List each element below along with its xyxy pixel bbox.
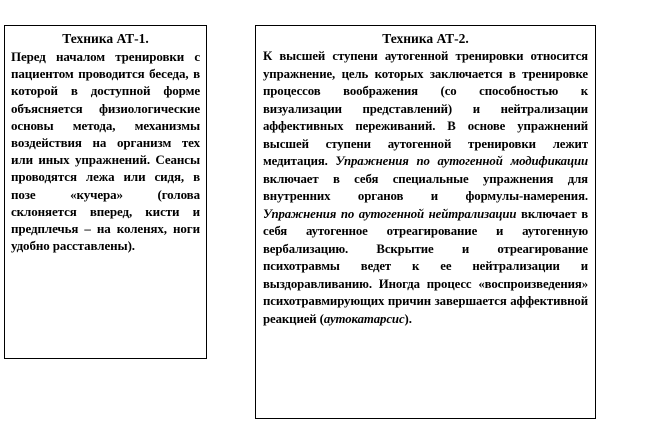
at2-italic-neutralization: Упражнения по аутогенной нейтрализации — [263, 206, 517, 221]
technique-at1-text: Перед началом тренировки с пациентом проводится беседа, в которой в доступной форме объясняется физиологические основы метода, механизмы воздействия на организм тех или иных упражнений. Сеансы проводятся лежа или сидя, в позе «кучера» (голова склоняется вперед, кисти и предплечья – на коленях, ноги удобно расставлены). — [11, 49, 200, 254]
technique-at2-text — [263, 48, 588, 328]
technique-at1-box — [4, 25, 207, 359]
at2-italic-modification: Упражнения по аутогенной модификации — [335, 154, 589, 168]
technique-at1-title: Техника АТ-1. — [62, 31, 149, 46]
technique-at2-title: Техника АТ-2. — [382, 31, 469, 46]
technique-at2-box — [255, 25, 596, 419]
at2-text-part3: включает в себя аутогенное отреагирование и аутогенную вербализацию. Вскрытие и отреагирование психотравмы ведет к ее нейтрализации и выздоравливанию. Иногда процесс «воспроизведения» психотравмирующих причин завершается аффективной реакцией ( — [263, 206, 589, 326]
at2-text-part4: ). — [404, 311, 412, 326]
at2-text-part1: К высшей ступени аутогенной тренировки относится упражнение, цель которых заключается в тренировке процессов воображения (со способностью к визуализации представлений) и нейтрализации аффективных переживаний. В основе упражнений высшей ступени аутогенной тренировки лежит медитация. — [263, 49, 588, 168]
at2-text-part2: включает в себя специальные упражнения для внутренних органов и формулы-намерения. — [263, 171, 588, 203]
at2-italic-autocatharsis: аутокатарсис — [323, 311, 405, 326]
